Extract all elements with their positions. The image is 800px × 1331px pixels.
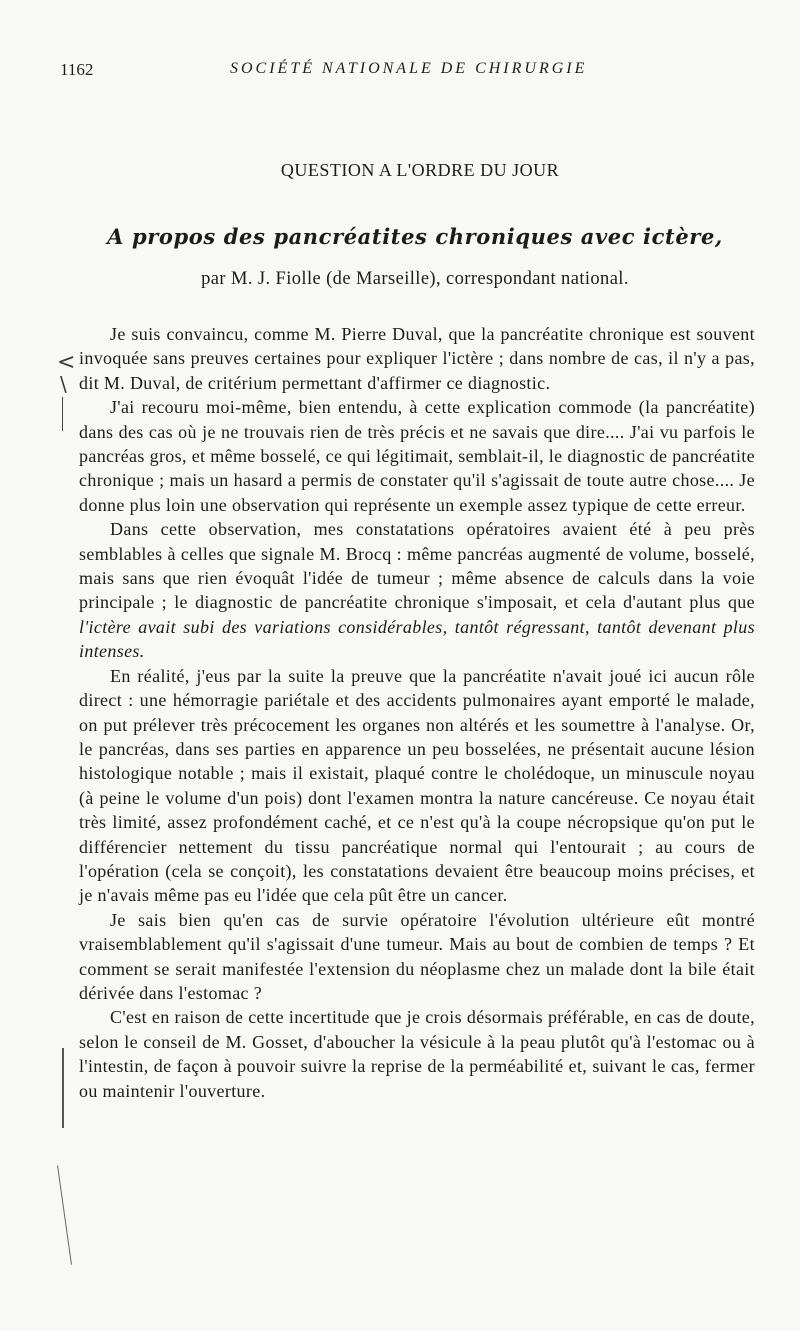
paragraph — [79, 517, 755, 663]
paragraph: En réalité, j'eus par la suite la preuve que la pancréatite n'avait joué ici aucun rôle direct : une hémorragie pariétale et des accidents pulmonaires ayant emporté le malade, on put prélever très précocement les organes non altérés et les soumettre à l'analyse. Or, le pancréas, dans ses parties en apparence un peu bosselées, ne présentait aucune lésion histologique notable ; mais il existait, plaqué contre le cholédoque, un minuscule noyau (à peine le volume d'un pois) dont l'examen montra la nature cancéreuse. Ce noyau était très limité, assez profondément caché, et ce n'est qu'à la coupe nécropsique qu'on put le différencier nettement du tissu pancréatique normal qui l'entourait ; au cours de l'opération (cela se conçoit), les constatations devaient être beaucoup moins précises, et je n'avais même pas eu l'idée que cela pût être un cancer. — [79, 665, 755, 906]
margin-annotation-mark: < — [57, 350, 76, 375]
margin-annotation-line — [62, 397, 63, 431]
paragraph: C'est en raison de cette incertitude que je crois désormais préférable, en cas de doute, selon le conseil de M. Gosset, d'aboucher la vésicule à la peau plutôt qu'à l'estomac ou à l'intestin, de façon à pouvoir suivre la reprise de la perméabilité et, suivant le cas, fermer ou maintenir l'ouverture. — [79, 1007, 755, 1101]
running-header — [60, 60, 740, 82]
margin-annotation-line — [62, 1048, 64, 1128]
page-number: 1162 — [60, 60, 94, 79]
paragraph-italic-text: l'ictère avait subi des variations considérables, tantôt régressant, tantôt devenant plus intenses. — [79, 616, 755, 662]
article-title: A propos des pancréatites chroniques avec ictère, — [107, 224, 723, 249]
running-title: SOCIÉTÉ NATIONALE DE CHIRURGIE — [230, 60, 588, 77]
article-body — [79, 322, 755, 1103]
article-byline: par M. J. Fiolle (de Marseille), correspondant national. — [201, 269, 629, 289]
paragraph-text: Dans cette observation, mes constatations opératoires avaient été à peu près semblables à celles que signale M. Brocq : même pancréas augmenté de volume, bosselé, mais sans que rien évoquât l'idée de tumeur ; même absence de calculs dans la voie principale ; le diagnostic de pancréatite chronique s'imposait, et cela d'autant plus que — [79, 519, 755, 613]
margin-annotation-line — [57, 1165, 72, 1264]
paragraph: J'ai recouru moi-même, bien entendu, à cette explication commode (la pancréatite) dans des cas où je ne trouvais rien de très précis et ne savais que dire.... J'ai vu parfois le pancréas gros, et même bosselé, ce qui légitimait, semblait-il, le diagnostic de pancréatite chronique ; mais un hasard a permis de constater qu'il s'agissait de toute autre chose.... Je donne plus loin une observation qui représente un exemple assez typique de cette erreur. — [79, 397, 755, 515]
paragraph: Je suis convaincu, comme M. Pierre Duval, que la pancréatite chronique est souvent invoquée sans preuves certaines pour expliquer l'ictère ; dans nombre de cas, il n'y a pas, dit M. Duval, de critérium permettant d'affirmer ce diagnostic. — [79, 324, 755, 393]
section-heading: QUESTION A L'ORDRE DU JOUR — [280, 160, 560, 180]
paragraph: Je sais bien qu'en cas de survie opératoire l'évolution ultérieure eût montré vraisemblablement qu'il s'agissait d'une tumeur. Mais au bout de combien de temps ? Et comment se serait manifestée l'extension du néoplasme chez un malade dont la bile était dérivée dans l'estomac ? — [79, 909, 755, 1003]
margin-annotation-mark: \ — [60, 372, 67, 396]
